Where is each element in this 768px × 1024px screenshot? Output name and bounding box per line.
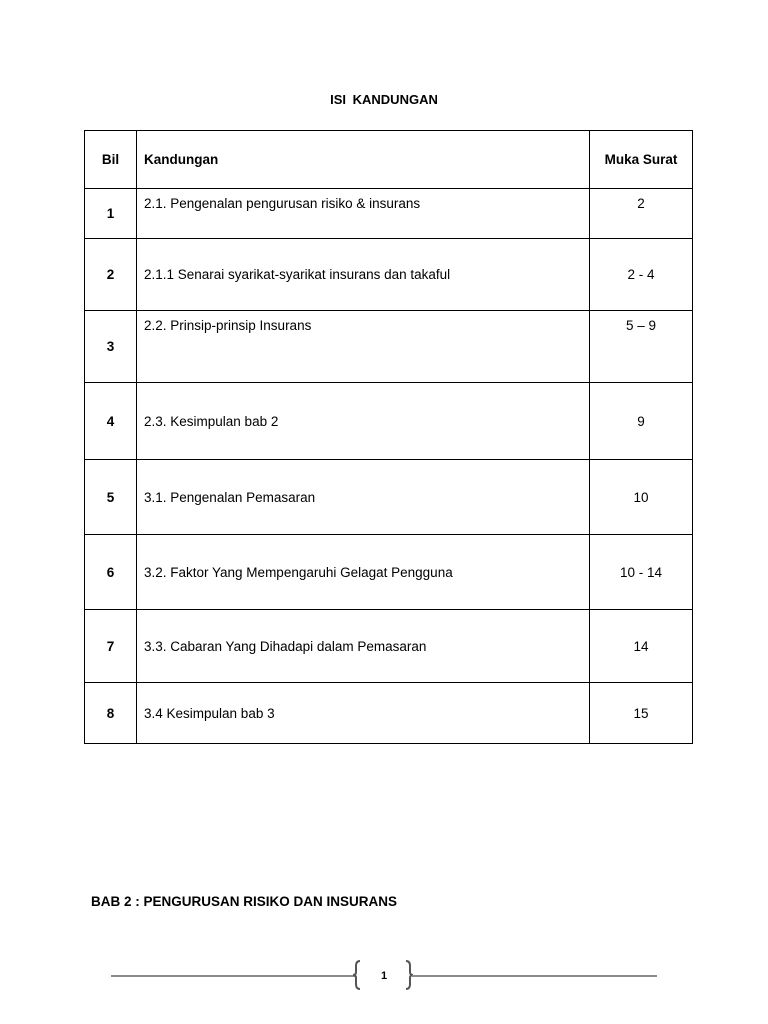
table-row xyxy=(85,311,693,383)
row-content: 3.4 Kesimpulan bab 3 xyxy=(137,683,590,744)
left-brace-icon xyxy=(352,960,362,990)
table-row xyxy=(85,460,693,535)
header-page: Muka Surat xyxy=(590,131,693,189)
page-number: 1 xyxy=(380,970,388,982)
table-row xyxy=(85,535,693,610)
table-row xyxy=(85,683,693,744)
row-content: 2.3. Kesimpulan bab 2 xyxy=(137,383,590,460)
row-content: 2.1.1 Senarai syarikat-syarikat insurans dan takaful xyxy=(137,239,590,311)
table-row xyxy=(85,189,693,239)
row-page: 9 xyxy=(590,383,693,460)
footer-line-left xyxy=(111,975,355,977)
table-row xyxy=(85,610,693,683)
row-bil: 1 xyxy=(85,189,137,239)
row-bil: 5 xyxy=(85,460,137,535)
row-content: 2.2. Prinsip-prinsip Insurans xyxy=(137,311,590,383)
table-header-row xyxy=(85,131,693,189)
row-page: 10 xyxy=(590,460,693,535)
row-content: 3.3. Cabaran Yang Dihadapi dalam Pemasaran xyxy=(137,610,590,683)
row-page: 2 xyxy=(590,189,693,239)
table-of-contents xyxy=(84,130,693,744)
row-page: 10 - 14 xyxy=(590,535,693,610)
row-bil: 8 xyxy=(85,683,137,744)
footer-line-right xyxy=(412,975,657,977)
chapter-heading: BAB 2 : PENGURUSAN RISIKO DAN INSURANS xyxy=(91,894,398,909)
row-bil: 6 xyxy=(85,535,137,610)
row-page: 2 - 4 xyxy=(590,239,693,311)
table-row xyxy=(85,239,693,311)
table-row xyxy=(85,383,693,460)
row-page: 5 – 9 xyxy=(590,311,693,383)
row-page: 15 xyxy=(590,683,693,744)
row-bil: 2 xyxy=(85,239,137,311)
row-bil: 4 xyxy=(85,383,137,460)
row-page: 14 xyxy=(590,610,693,683)
row-bil: 3 xyxy=(85,311,137,383)
row-content: 3.2. Faktor Yang Mempengaruhi Gelagat Pengguna xyxy=(137,535,590,610)
row-bil: 7 xyxy=(85,610,137,683)
row-content: 2.1. Pengenalan pengurusan risiko & insurans xyxy=(137,189,590,239)
header-bil: Bil xyxy=(85,131,137,189)
row-content: 3.1. Pengenalan Pemasaran xyxy=(137,460,590,535)
header-content: Kandungan xyxy=(137,131,590,189)
document-title: ISI KANDUNGAN xyxy=(330,92,438,107)
